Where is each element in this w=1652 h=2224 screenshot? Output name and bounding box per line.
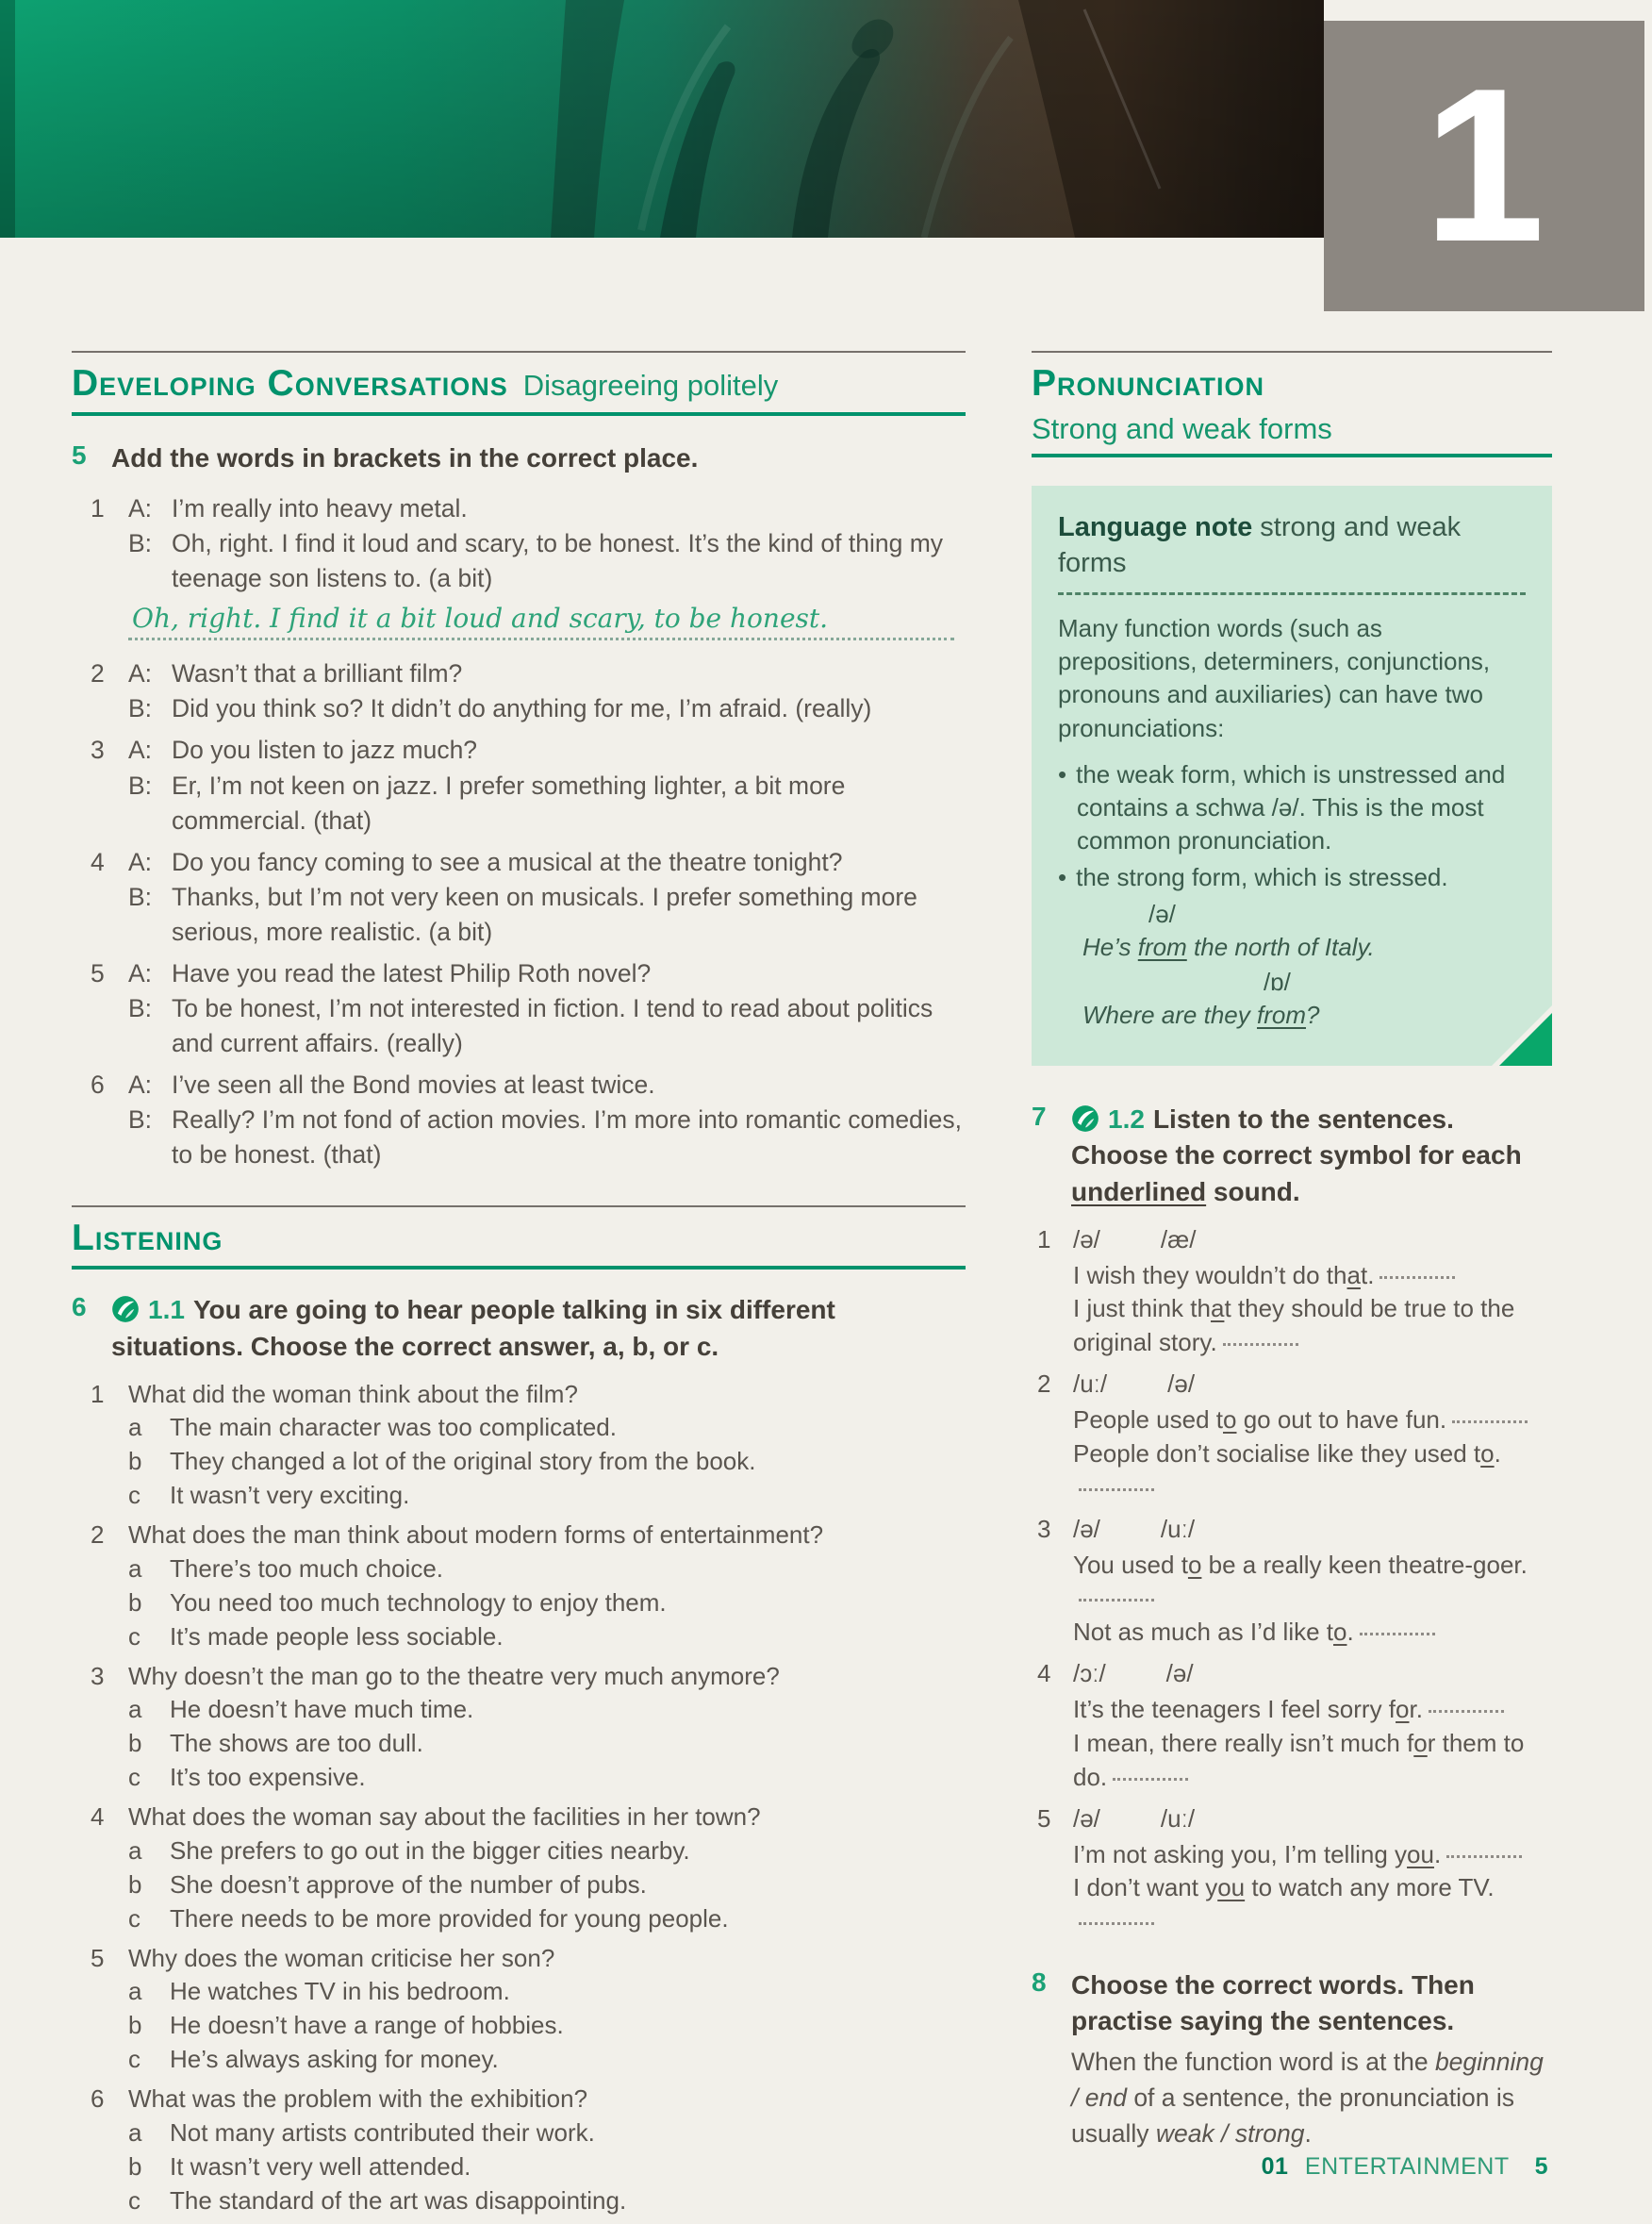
speaker-label: B: — [128, 771, 153, 800]
question-item — [91, 1660, 966, 1796]
answer-option[interactable]: c The standard of the art was disappointing. — [128, 2185, 627, 2215]
item-number: 4 — [1037, 1659, 1051, 1688]
question-item — [91, 1801, 966, 1936]
choice-word[interactable]: strong — [1234, 2118, 1305, 2148]
exercise-instruction: Choose the correct words. Then practise saying the sentences. — [1071, 1970, 1475, 2036]
symbol-choices[interactable]: /uː/ /ə/ — [1073, 1369, 1196, 1399]
section-title: Listening — [72, 1217, 223, 1258]
audio-track-icon — [111, 1295, 140, 1323]
answer-dots[interactable] — [1446, 1854, 1522, 1858]
dialogue-line: Wasn’t that a brilliant film? — [172, 659, 463, 689]
question-number: 3 — [91, 1661, 105, 1690]
dialogue-line: I’ve seen all the Bond movies at least twice. — [172, 1071, 655, 1100]
dialogue-item — [91, 733, 966, 838]
unit-banner-photo — [0, 0, 1324, 238]
dialogue-item — [91, 845, 966, 950]
answer-option[interactable]: a He doesn’t have much time. — [128, 1695, 474, 1724]
speaker-label: A: — [128, 493, 153, 523]
pron-sentence: It’s the teenagers I feel sorry for. — [1073, 1693, 1552, 1727]
concert-crowd-photo — [0, 0, 1324, 238]
pron-sentence: I just think that they should be true to the original story. — [1073, 1294, 1515, 1357]
dialogue-list — [91, 491, 966, 1173]
pron-sentence: Not as much as I’d like to. — [1073, 1616, 1552, 1650]
item-number: 2 — [91, 659, 105, 689]
answer-dots[interactable] — [1079, 1487, 1154, 1491]
dialogue-line: To be honest, I’m not interested in fiction. I tend to read about politics and current affairs. (really) — [172, 994, 933, 1058]
exercise-7 — [1032, 1102, 1552, 1939]
dialogue-item — [91, 656, 966, 726]
dialogue-line: Really? I’m not fond of action movies. I’m more into romantic comedies, to be honest. (that) — [172, 1105, 963, 1170]
dialogue-item — [91, 956, 966, 1061]
pronunciation-items — [1037, 1223, 1552, 1940]
speaker-label: B: — [128, 694, 153, 723]
exercise-number: 6 — [72, 1292, 87, 1322]
phonetic-symbol: /ɒ/ — [1264, 968, 1291, 997]
item-number: 4 — [91, 847, 105, 876]
speaker-label: B: — [128, 994, 153, 1023]
question-text: Why doesn’t the man go to the theatre very much anymore? — [128, 1661, 780, 1690]
answer-option[interactable]: c It’s too expensive. — [128, 1763, 366, 1792]
exercise-number: 5 — [72, 440, 87, 470]
answer-option[interactable]: b They changed a lot of the original story from the book. — [128, 1447, 756, 1476]
question-number: 5 — [91, 1943, 105, 1972]
question-text: What does the man think about modern forms of entertainment? — [128, 1520, 824, 1550]
note-paragraph: Many function words (such as prepositions, determiners, conjunctions, pronouns and auxiliaries) can have two pronunciations: — [1058, 614, 1491, 742]
answer-option[interactable]: b It wasn’t very well attended. — [128, 2151, 471, 2181]
dialogue-line: Oh, right. I find it loud and scary, to be honest. It’s the kind of thing my teenage son listens to. (a bit) — [172, 529, 944, 593]
dialogue-line: Er, I’m not keen on jazz. I prefer something lighter, a bit more commercial. (that) — [172, 771, 846, 835]
speaker-label: A: — [128, 1071, 153, 1100]
symbol-choices[interactable]: /ə/ /æ/ — [1073, 1224, 1197, 1253]
pron-sentence: People don’t socialise like they used to. — [1073, 1437, 1552, 1505]
language-note-title: Language note strong and weak forms — [1058, 511, 1462, 578]
pron-item — [1037, 1513, 1552, 1651]
section-title: Developing Conversations — [72, 363, 508, 404]
left-column — [72, 351, 966, 2224]
answer-option[interactable]: c It’s made people less sociable. — [128, 1621, 504, 1651]
note-bullet: • the weak form, which is unstressed and contains a schwa /ə/. This is the most common pronunciation. — [1077, 758, 1526, 857]
dialogue-line: Did you think so? It didn’t do anything for me, I’m afraid. (really) — [172, 694, 872, 723]
unit-number: 1 — [1423, 43, 1545, 288]
answer-dots[interactable] — [1113, 1777, 1188, 1781]
section-subtitle: Disagreeing politely — [522, 369, 779, 402]
dialogue-item — [91, 1068, 966, 1172]
pron-sentence: I wish they wouldn’t do that. — [1073, 1259, 1552, 1293]
speaker-label: B: — [128, 882, 153, 911]
answer-option[interactable]: a Not many artists contributed their work. — [128, 2117, 595, 2147]
question-item — [91, 1942, 966, 2078]
dialogue-line: Do you listen to jazz much? — [172, 736, 478, 765]
question-item — [91, 2083, 966, 2218]
pron-sentence: I’m not asking you, I’m telling you. — [1073, 1838, 1552, 1872]
example-sentence: He’s from the north of Italy. — [1082, 933, 1375, 962]
pron-sentence: You used to be a really keen theatre-goer. — [1073, 1549, 1552, 1617]
symbol-choices[interactable]: /ɔː/ /ə/ — [1073, 1659, 1194, 1688]
answer-dots[interactable] — [1223, 1342, 1298, 1346]
dialogue-line: I’m really into heavy metal. — [172, 493, 468, 523]
note-bullet-list — [1058, 758, 1526, 894]
question-text: What did the woman think about the film? — [128, 1379, 578, 1408]
question-text: What does the woman say about the facilities in her town? — [128, 1802, 761, 1832]
answer-option[interactable]: a She prefers to go out in the bigger cities nearby. — [128, 1835, 690, 1865]
dialogue-line: Do you fancy coming to see a musical at the theatre tonight? — [172, 847, 843, 876]
dialogue-item — [91, 491, 966, 650]
answer-option[interactable]: c He’s always asking for money. — [128, 2045, 499, 2074]
exercise-8 — [1032, 1967, 1552, 2151]
answer-dots[interactable] — [1379, 1275, 1455, 1279]
answer-dots[interactable] — [1452, 1419, 1528, 1423]
question-number: 1 — [91, 1379, 105, 1408]
answer-option[interactable]: c It wasn’t very exciting. — [128, 1481, 410, 1510]
pron-item — [1037, 1223, 1552, 1361]
section-header-listening — [72, 1205, 966, 1270]
section-listening — [72, 1205, 966, 2218]
answer-option[interactable]: a The main character was too complicated. — [128, 1413, 617, 1442]
item-number: 5 — [1037, 1803, 1051, 1833]
speaker-label: A: — [128, 659, 153, 689]
pron-sentence: People used to go out to have fun. — [1073, 1403, 1552, 1437]
answer-option[interactable]: b He doesn’t have a range of hobbies. — [128, 2011, 564, 2040]
choice-word[interactable]: weak — [1155, 2118, 1214, 2148]
item-number: 1 — [1037, 1224, 1051, 1253]
question-item — [91, 1519, 966, 1654]
pron-sentence: I don’t want you to watch any more TV. — [1073, 1871, 1552, 1939]
dashed-divider — [1058, 592, 1526, 595]
example-sentence: Where are they from? — [1082, 1001, 1320, 1030]
unit-number-badge — [1324, 21, 1644, 311]
symbol-choices[interactable]: /ə/ /uː/ — [1073, 1803, 1196, 1833]
exercise-number: 7 — [1032, 1102, 1047, 1132]
footer-page-number: 5 — [1534, 2153, 1548, 2180]
footer-unit-number: 01 — [1261, 2153, 1289, 2180]
exercise-8-body: When the function word is at the beginning / end of a sentence, the pronunciation is usually weak / strong. — [1071, 2048, 1544, 2148]
page-footer — [0, 2153, 1548, 2181]
choice-word[interactable]: end — [1084, 2083, 1127, 2112]
item-number: 3 — [91, 736, 105, 765]
speaker-label: A: — [128, 736, 153, 765]
item-number: 3 — [1037, 1514, 1051, 1543]
exercise-number: 8 — [1032, 1967, 1047, 1998]
section-header-pronunciation — [1032, 351, 1552, 457]
question-number: 2 — [91, 1520, 105, 1550]
section-title: Pronunciation — [1032, 363, 1264, 404]
item-number: 5 — [91, 959, 105, 988]
question-text: Why does the woman criticise her son? — [128, 1943, 555, 1972]
symbol-choices[interactable]: /ə/ /uː/ — [1073, 1514, 1196, 1543]
speaker-label: B: — [128, 1105, 153, 1135]
speaker-label: B: — [128, 529, 153, 558]
audio-track-number: 1.1 — [148, 1295, 185, 1325]
pron-item — [1037, 1368, 1552, 1505]
speaker-label: A: — [128, 847, 153, 876]
exercise-instruction: 1.2 Listen to the sentences. Choose the correct symbol for each underlined sound. — [1071, 1104, 1522, 1206]
dialogue-line: Thanks, but I’m not very keen on musicals. I prefer something more serious, more realistic. (a bit) — [172, 882, 917, 946]
audio-track-number: 1.2 — [1108, 1104, 1145, 1135]
answer-dots[interactable] — [1360, 1632, 1435, 1635]
exercise-instruction: 1.1 You are going to hear people talking in six different situations. Choose the correct answer, a, b, or c. — [111, 1295, 835, 1361]
pron-sentence: I mean, there really isn’t much for them to do. — [1073, 1728, 1525, 1791]
note-bullet: • the strong form, which is stressed. — [1077, 861, 1526, 894]
section-header-developing-conversations — [72, 351, 966, 416]
answer-option[interactable]: b You need too much technology to enjoy them. — [128, 1587, 667, 1617]
language-note-box — [1032, 486, 1552, 1067]
answer-dots[interactable] — [1429, 1709, 1504, 1713]
audio-track-icon — [1071, 1104, 1099, 1133]
footer-unit-title: ENTERTAINMENT — [1304, 2153, 1510, 2180]
section-subtitle: Strong and weak forms — [1032, 411, 1332, 445]
exercise-6 — [72, 1292, 966, 2217]
answer-dots[interactable] — [1079, 1921, 1154, 1925]
answer-option[interactable]: c There needs to be more provided for young people. — [128, 1903, 729, 1933]
choice-word[interactable]: beginning — [1434, 2048, 1544, 2077]
speaker-label: A: — [128, 959, 153, 988]
question-text: What was the problem with the exhibition? — [128, 2084, 588, 2114]
question-item — [91, 1378, 966, 1514]
exercise-5 — [72, 440, 966, 1173]
answer-option[interactable]: b The shows are too dull. — [128, 1729, 423, 1758]
pron-item — [1037, 1802, 1552, 1940]
item-number: 1 — [91, 493, 105, 523]
question-number: 6 — [91, 2084, 105, 2114]
dialogue-line: Have you read the latest Philip Roth novel? — [172, 959, 652, 988]
handwritten-answer-line[interactable]: Oh, right. I find it a bit loud and scary, to be honest. — [128, 598, 954, 640]
exercise-instruction: Add the words in brackets in the correct place. — [111, 442, 699, 473]
answer-option[interactable]: b She doesn’t approve of the number of pubs. — [128, 1869, 647, 1899]
phonetic-symbol: /ə/ — [1148, 900, 1176, 929]
item-number: 6 — [91, 1071, 105, 1100]
answer-dots[interactable] — [1079, 1598, 1154, 1602]
pron-item — [1037, 1657, 1552, 1795]
right-column — [1032, 351, 1552, 2151]
answer-option[interactable]: a He watches TV in his bedroom. — [128, 1977, 510, 2006]
item-number: 2 — [1037, 1369, 1051, 1399]
listening-questions — [91, 1378, 966, 2218]
answer-option[interactable]: a There’s too much choice. — [128, 1553, 443, 1583]
question-number: 4 — [91, 1802, 105, 1832]
